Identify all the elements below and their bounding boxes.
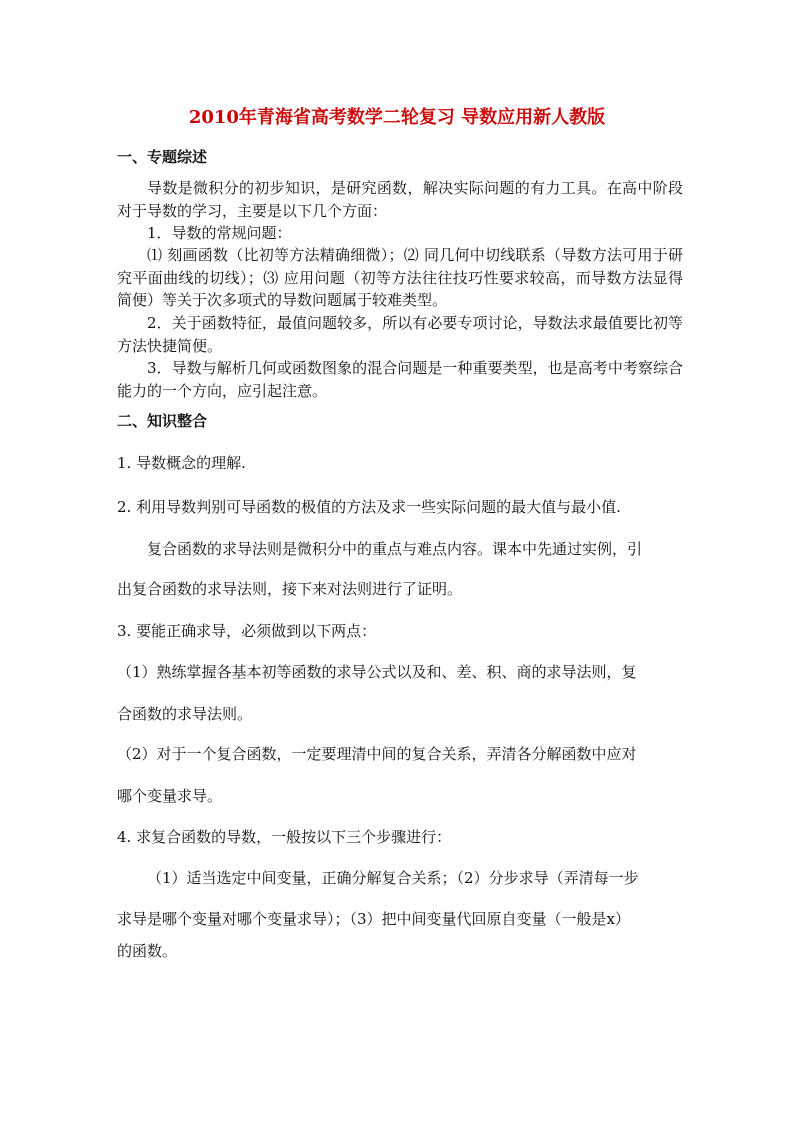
document-title: 2010年青海省高考数学二轮复习 导数应用新人教版	[188, 107, 606, 128]
steps-paragraph-line-2: 求导是哪个变量对哪个变量求导）；（3）把中间变量代回原自变量（一般是x）	[117, 910, 631, 928]
section-heading-knowledge: 二、知识整合	[117, 412, 208, 430]
composite-rule-paragraph-line-2: 出复合函数的求导法则，接下来对法则进行了证明。	[117, 580, 463, 598]
requirement-1-line-1: （1）熟练掌握各基本初等函数的求导公式以及和、差、积、商的求导法则，复	[117, 663, 637, 681]
composite-rule-paragraph-line-1: 复合函数的求导法则是微积分中的重点与难点内容。课本中先通过实例，引	[147, 540, 643, 558]
requirement-2-line-1: （2）对于一个复合函数，一定要理清中间的复合关系，弄清各分解函数中应对	[117, 745, 637, 763]
overview-intro-paragraph: 导数是微积分的初步知识，是研究函数，解决实际问题的有力工具。在高中阶段对于导数的学习，主要是以下几个方面：	[117, 179, 683, 220]
section-heading-overview: 一、专题综述	[117, 148, 208, 166]
knowledge-point-1: 1. 导数概念的理解.	[117, 454, 246, 472]
knowledge-point-2: 2. 利用导数判别可导函数的极值的方法及求一些实际问题的最大值与最小值.	[117, 498, 621, 516]
steps-paragraph-line-1: （1）适当选定中间变量，正确分解复合关系；（2）分步求导（弄清每一步	[147, 869, 639, 887]
requirement-1-line-2: 合函数的求导法则。	[117, 705, 253, 723]
overview-item-2: 2．关于函数特征，最值问题较多，所以有必要专项讨论，导数法求最值要比初等方法快捷简便。	[117, 314, 683, 355]
overview-item-3: 3．导数与解析几何或函数图象的混合问题是一种重要类型，也是高考中考察综合能力的一个方向，应引起注意。	[117, 359, 683, 400]
overview-item-1-body: ⑴ 刻画函数（比初等方法精确细微）；⑵ 同几何中切线联系（导数方法可用于研究平面曲线的切线）；⑶ 应用问题（初等方法往往技巧性要求较高，而导数方法显得简便）等关于次多项式的导数问题属于较难类型。	[117, 246, 683, 309]
requirement-2-line-2: 哪个变量求导。	[117, 787, 223, 805]
steps-paragraph-line-3: 的函数。	[117, 942, 178, 960]
overview-item-1-title: 1．导数的常规问题：	[147, 224, 292, 242]
knowledge-point-4: 4. 求复合函数的导数，一般按以下三个步骤进行：	[117, 828, 452, 846]
knowledge-point-3: 3. 要能正确求导，必须做到以下两点：	[117, 622, 377, 640]
